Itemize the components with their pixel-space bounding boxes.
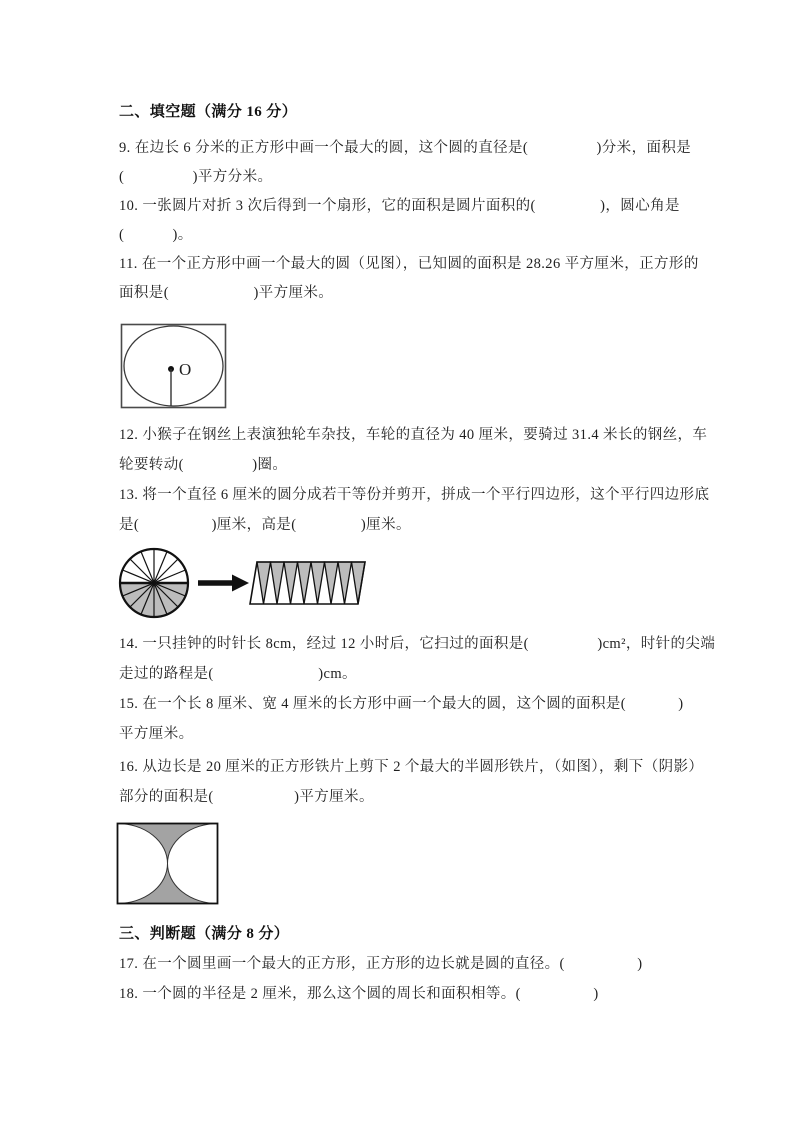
outer-square: [122, 325, 226, 408]
question-17-line-1: 17. 在一个圆里画一个最大的正方形，正方形的边长就是圆的直径。( ): [119, 956, 643, 972]
question-10-line-1: 10. 一张圆片对折 3 次后得到一个扇形，它的面积是圆片面积的( )，圆心角是: [119, 198, 680, 214]
q13-figure-circle-to-parallelogram: [118, 546, 370, 620]
question-15-line-2: 平方厘米。: [119, 726, 194, 742]
question-16-line-2: 部分的面积是( )平方厘米。: [119, 789, 374, 805]
question-16-line-1: 16. 从边长是 20 厘米的正方形铁片上剪下 2 个最大的半圆形铁片，（如图），剩下（阴影）: [119, 759, 704, 775]
question-11-line-2: 面积是( )平方厘米。: [119, 285, 334, 301]
question-14-line-1: 14. 一只挂钟的时针长 8cm，经过 12 小时后，它扫过的面积是( )cm²，时针的尖端: [119, 636, 716, 652]
question-9-line-1: 9. 在边长 6 分米的正方形中画一个最大的圆，这个圆的直径是( )分米，面积是: [119, 140, 692, 156]
q16-figure-shaded-square: [116, 822, 219, 905]
question-13-line-2: 是( )厘米，高是( )厘米。: [119, 517, 411, 533]
parallelogram-teeth: [257, 562, 365, 604]
question-12-line-2: 轮要转动( )圈。: [119, 457, 288, 473]
question-13-line-1: 13. 将一个直径 6 厘米的圆分成若干等份并剪开，拼成一个平行四边形，这个平行四边形底: [119, 487, 710, 503]
inscribed-circle: [124, 326, 223, 406]
sector-circle: [120, 549, 188, 617]
parallelogram: [250, 562, 365, 604]
question-10-line-2: ( )。: [119, 227, 193, 243]
question-15-line-1: 15. 在一个长 8 厘米、宽 4 厘米的长方形中画一个最大的圆，这个圆的面积是( ): [119, 696, 684, 712]
section-header-fill-in-blanks: 二、填空题（满分 16 分）: [119, 104, 298, 120]
q11-figure-circle-in-square: [120, 323, 230, 411]
center-label: O: [179, 360, 192, 379]
question-14-line-2: 走过的路程是( )cm。: [119, 666, 357, 682]
question-12-line-1: 12. 小猴子在钢丝上表演独轮车杂技，车轮的直径为 40 厘米，要骑过 31.4 米长的钢丝，车: [119, 427, 708, 443]
question-11-line-1: 11. 在一个正方形中画一个最大的圆（见图），已知圆的面积是 28.26 平方厘米，正方形的: [119, 256, 699, 272]
question-18-line-1: 18. 一个圆的半径是 2 厘米，那么这个圆的周长和面积相等。( ): [119, 986, 599, 1002]
sector-lines: [120, 549, 188, 617]
arrow-icon: [198, 575, 249, 592]
section-header-true-false: 三、判断题（满分 8 分）: [119, 926, 290, 942]
question-9-line-2: ( )平方分米。: [119, 169, 273, 185]
